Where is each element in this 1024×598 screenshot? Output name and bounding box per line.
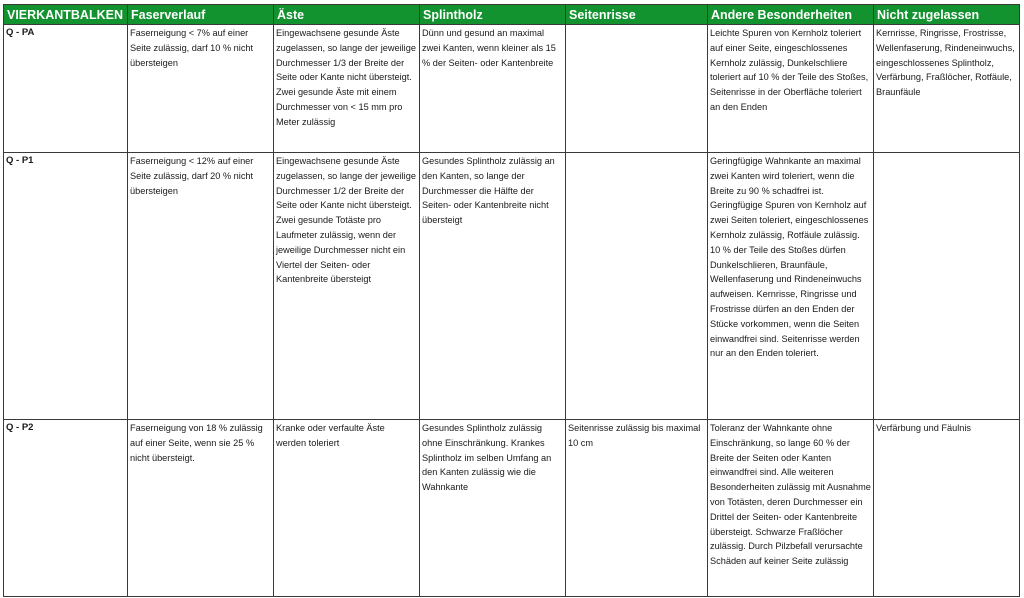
header-faserverlauf: Faserverlauf: [128, 5, 274, 25]
nicht-zugelassen-cell[interactable]: Kernrisse, Ringrisse, Frostrisse, Wellenfaserung, Rindeneinwuchs, eingeschlossenes Splintholz, Verfärbung, Fraßlöcher, Rotfäule, Braunfäule: [874, 25, 1020, 153]
table-row: [4, 153, 1020, 420]
seitenrisse-cell[interactable]: [566, 153, 708, 420]
splintholz-cell[interactable]: Gesundes Splintholz zulässig ohne Einschränkung. Krankes Splintholz im selben Umfang an den Kanten zulässig wie die Wahnkante: [420, 420, 566, 597]
aeste-cell[interactable]: Eingewachsene gesunde Äste zugelassen, so lange der jeweilige Durchmesser 1/3 der Breite der Seite oder Kante nicht übersteigt. Zwei gesunde Äste mit einem Durchmesser von < 15 mm pro Meter zulässig: [274, 25, 420, 153]
splintholz-cell[interactable]: Dünn und gesund an maximal zwei Kanten, wenn kleiner als 15 % der Seiten- oder Kantenbreite: [420, 25, 566, 153]
grading-table-container: [3, 4, 1019, 597]
table-row: [4, 25, 1020, 153]
header-nicht-zugelassen: Nicht zugelassen: [874, 5, 1020, 25]
faserverlauf-cell[interactable]: Faserneigung von 18 % zulässig auf einer Seite, wenn sie 25 % nicht übersteigt.: [128, 420, 274, 597]
header-vierkantbalken: VIERKANTBALKEN: [4, 5, 128, 25]
grade-cell[interactable]: Q - PA: [4, 25, 128, 153]
table-header: [4, 5, 1020, 25]
seitenrisse-cell[interactable]: Seitenrisse zulässig bis maximal 10 cm: [566, 420, 708, 597]
nicht-zugelassen-cell[interactable]: [874, 153, 1020, 420]
header-aeste: Äste: [274, 5, 420, 25]
header-splintholz: Splintholz: [420, 5, 566, 25]
splintholz-cell[interactable]: Gesundes Splintholz zulässig an den Kanten, so lange der Durchmesser die Hälfte der Seiten- oder Kantenbreite nicht übersteigt: [420, 153, 566, 420]
seitenrisse-cell[interactable]: [566, 25, 708, 153]
andere-besonderheiten-cell[interactable]: Geringfügige Wahnkante an maximal zwei Kanten wird toleriert, wenn die Breite zu 90 % schadfrei ist. Geringfügige Spuren von Kernholz auf zwei Seiten toleriert, eingeschlossenes Kernholz zulässig, Rotfäule zulässig. 10 % der Teile des Stoßes dürfen Dunkelschlieren, Braunfäule, Wellenfaserung und Rindeneinwuchs aufweisen. Kernrisse, Ringrisse und Frostrisse dürfen an den Enden der Stücke vorkommen, wenn die Seiten einwandfrei sind. Seitenrisse werden nur an den Enden toleriert.: [708, 153, 874, 420]
table-row: [4, 420, 1020, 597]
grading-table: [3, 4, 1020, 597]
grade-cell[interactable]: Q - P1: [4, 153, 128, 420]
grade-cell[interactable]: Q - P2: [4, 420, 128, 597]
header-seitenrisse: Seitenrisse: [566, 5, 708, 25]
table-body: [4, 25, 1020, 597]
andere-besonderheiten-cell[interactable]: Leichte Spuren von Kernholz toleriert auf einer Seite, eingeschlossenes Kernholz zulässig, Dunkelschliere toleriert auf 10 % der Teile des Stoßes, Seitenrisse in der Oberfläche toleriert an den Enden: [708, 25, 874, 153]
andere-besonderheiten-cell[interactable]: Toleranz der Wahnkante ohne Einschränkung, so lange 60 % der Breite der Seiten oder Kanten einwandfrei sind. Alle weiteren Besonderheiten zulässig mit Ausnahme von Totästen, deren Durchmesser ein Drittel der Seiten- oder Kantenbreite übersteigt. Schwarze Fraßlöcher zulässig. Durch Pilzbefall verursachte Schäden auf keiner Seite zulässig: [708, 420, 874, 597]
faserverlauf-cell[interactable]: Faserneigung < 7% auf einer Seite zulässig, darf 10 % nicht übersteigen: [128, 25, 274, 153]
header-andere-besonderheiten: Andere Besonderheiten: [708, 5, 874, 25]
aeste-cell[interactable]: Kranke oder verfaulte Äste werden toleriert: [274, 420, 420, 597]
aeste-cell[interactable]: Eingewachsene gesunde Äste zugelassen, so lange der jeweilige Durchmesser 1/2 der Breite der Seite oder Kante nicht übersteigt. Zwei gesunde Totäste pro Laufmeter zulässig, wenn der jeweilige Durchmesser nicht ein Viertel der Seiten- oder Kantenbreite übersteigt: [274, 153, 420, 420]
header-row: [4, 5, 1020, 25]
nicht-zugelassen-cell[interactable]: Verfärbung und Fäulnis: [874, 420, 1020, 597]
faserverlauf-cell[interactable]: Faserneigung < 12% auf einer Seite zulässig, darf 20 % nicht übersteigen: [128, 153, 274, 420]
